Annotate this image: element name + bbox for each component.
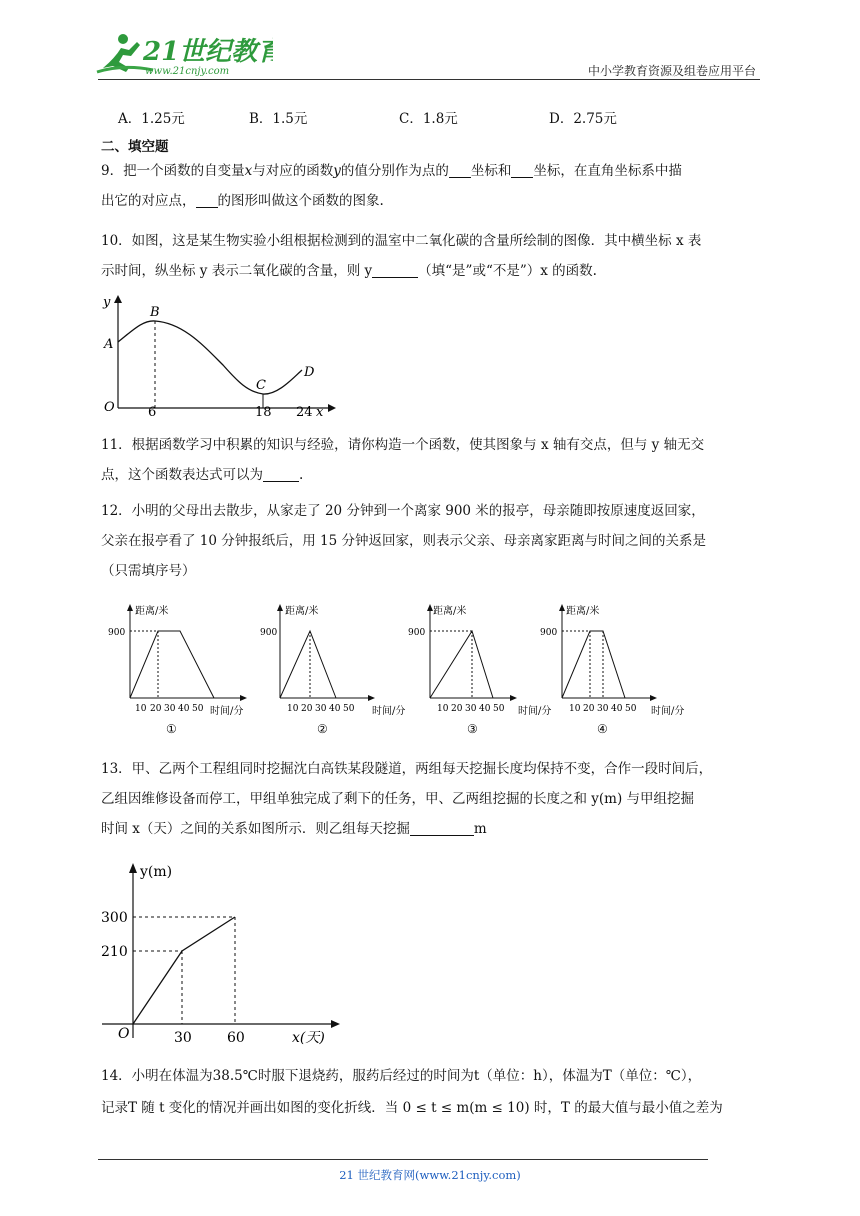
svg-text:10: 10 <box>135 704 147 714</box>
svg-text:40: 40 <box>479 704 491 714</box>
svg-text:30: 30 <box>174 1030 192 1046</box>
svg-text:①: ① <box>166 722 177 736</box>
svg-text:30: 30 <box>315 704 327 714</box>
svg-text:40: 40 <box>178 704 190 714</box>
graph-option-4 <box>540 604 684 736</box>
footer-divider <box>98 1159 708 1160</box>
option-c: C．1.8元 <box>399 111 458 127</box>
svg-text:20: 20 <box>583 704 595 714</box>
svg-text:40: 40 <box>611 704 623 714</box>
svg-text:40: 40 <box>329 704 341 714</box>
header-platform-text: 中小学教育资源及组卷应用平台 <box>587 64 756 78</box>
svg-text:O: O <box>118 1026 130 1042</box>
svg-text:B: B <box>150 305 160 320</box>
svg-text:距离/米: 距离/米 <box>135 606 169 617</box>
header-divider <box>98 79 760 80</box>
graph-option-3 <box>408 604 551 736</box>
svg-text:C: C <box>256 378 266 393</box>
question-14: 14．小明在体温为38.5℃时服下退烧药，服药后经过的时间为t（单位：h），体温为T（单位：℃）， 记录T 随 t 变化的情况并画出如图的变化折线．当 0 ≤ t ≤ m(m ≤ 10) 时，T 的最大值与最小值之差为 <box>101 1068 723 1116</box>
svg-text:④: ④ <box>597 722 608 736</box>
svg-text:y(m): y(m) <box>140 864 173 880</box>
svg-text:20: 20 <box>451 704 463 714</box>
svg-text:时间/分: 时间/分 <box>210 706 244 717</box>
svg-text:30: 30 <box>465 704 477 714</box>
svg-text:②: ② <box>317 722 328 736</box>
svg-text:时间/分: 时间/分 <box>651 706 685 717</box>
svg-text:x: x <box>316 405 324 420</box>
svg-text:y: y <box>103 295 111 310</box>
logo-text: 21世纪教育 <box>143 37 273 67</box>
svg-text:20: 20 <box>301 704 313 714</box>
option-d: D．2.75元 <box>549 111 617 127</box>
svg-text:6: 6 <box>148 405 157 420</box>
svg-text:900: 900 <box>408 628 426 638</box>
svg-text:O: O <box>104 400 115 415</box>
figure-tunnel-length <box>96 858 356 1048</box>
svg-text:50: 50 <box>192 704 204 714</box>
svg-text:距离/米: 距离/米 <box>433 606 467 617</box>
graph-option-1 <box>108 604 247 736</box>
svg-text:时间/分: 时间/分 <box>372 706 406 717</box>
svg-text:x(天): x(天) <box>292 1030 325 1046</box>
question-9: 9．把一个函数的自变量x与对应的函数y的值分别作为点的 坐标和 坐标，在直角坐标系中描 出它的对应点， 的图形叫做这个函数的图象. <box>101 163 682 209</box>
question-12: 12．小明的父母出去散步，从家走了 20 分钟到一个离家 900 米的报亭，母亲随即按原速度返回家， 父亲在报亭看了 10 分钟报纸后，用 15 分钟返回家，则表示父亲、母亲离家距离与时间之间的关系是 （只需填序号） <box>101 503 707 579</box>
svg-text:20: 20 <box>150 704 162 714</box>
svg-text:18: 18 <box>255 405 272 420</box>
footer-text[interactable]: 21 世纪教育网(www.21cnjy.com) <box>339 1168 521 1182</box>
question-13: 13．甲、乙两个工程组同时挖掘沈白高铁某段隧道，两组每天挖掘长度均保持不变，合作一段时间后， 乙组因维修设备而停工，甲组单独完成了剩下的任务，甲、乙两组挖掘的长度之和 y(m) 与甲组挖掘 时间 x（天）之间的关系如图所示．则乙组每天挖掘 m <box>101 761 713 837</box>
figure-co2-curve <box>98 290 348 422</box>
svg-text:900: 900 <box>260 628 278 638</box>
svg-text:210: 210 <box>101 944 128 960</box>
runner-logo-icon <box>93 28 273 80</box>
svg-text:时间/分: 时间/分 <box>518 706 552 717</box>
figure-distance-time-options <box>100 600 700 740</box>
question-11: 11．根据函数学习中积累的知识与经验，请你构造一个函数，使其图象与 x 轴有交点，但与 y 轴无交 点，这个函数表达式可以为 . <box>101 437 705 483</box>
svg-text:60: 60 <box>227 1030 245 1046</box>
svg-text:50: 50 <box>343 704 355 714</box>
svg-text:距离/米: 距离/米 <box>566 606 600 617</box>
svg-text:900: 900 <box>108 628 126 638</box>
svg-text:24: 24 <box>296 405 313 420</box>
svg-text:30: 30 <box>164 704 176 714</box>
svg-text:900: 900 <box>540 628 558 638</box>
site-logo[interactable] <box>93 28 273 80</box>
option-b: B．1.5元 <box>249 111 308 127</box>
svg-text:10: 10 <box>437 704 449 714</box>
graph-option-2 <box>260 604 405 736</box>
logo-url-text: www.21cnjy.com <box>145 66 230 77</box>
svg-text:50: 50 <box>625 704 637 714</box>
option-a: A．1.25元 <box>118 111 185 127</box>
svg-text:D: D <box>304 365 315 380</box>
svg-text:30: 30 <box>597 704 609 714</box>
section-title: 二、填空题 <box>101 139 169 155</box>
svg-text:A: A <box>104 337 114 352</box>
svg-text:10: 10 <box>569 704 581 714</box>
svg-text:300: 300 <box>101 910 128 926</box>
svg-text:50: 50 <box>493 704 505 714</box>
question-10: 10．如图，这是某生物实验小组根据检测到的温室中二氧化碳的含量所绘制的图像．其中横坐标 x 表 示时间，纵坐标 y 表示二氧化碳的含量，则 y （填“是”或“不是”）x 的函数. <box>101 233 702 279</box>
svg-text:③: ③ <box>467 722 478 736</box>
svg-text:距离/米: 距离/米 <box>285 606 319 617</box>
svg-text:10: 10 <box>287 704 299 714</box>
